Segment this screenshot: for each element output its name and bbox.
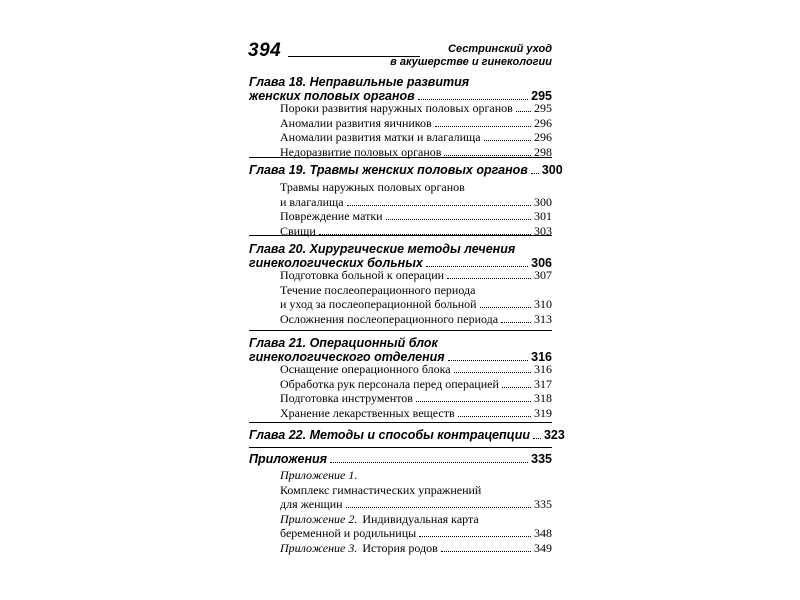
dot-leader (454, 372, 531, 373)
entry-page: 319 (534, 405, 552, 420)
dot-leader (447, 278, 531, 279)
entry-title: Аномалии развития яичников (280, 115, 432, 130)
toc-entry[interactable] (280, 377, 552, 392)
chapter-21-heading[interactable] (249, 336, 552, 364)
entry-title: Свищи (280, 223, 316, 238)
chapter-22-heading[interactable] (249, 428, 565, 442)
entry-title: Подготовка больной к операции (280, 268, 445, 282)
chapter-page: 323 (543, 428, 565, 442)
toc-entry[interactable] (280, 362, 552, 377)
toc-entry[interactable] (280, 297, 552, 312)
entry-title: Оснащение операционного блока (280, 362, 451, 376)
dot-leader (448, 360, 528, 361)
chapter-18-entries (280, 101, 552, 159)
entry-page: 295 (534, 101, 552, 115)
entry-title: Подготовка инструментов (280, 391, 413, 405)
appendix-heading[interactable] (249, 452, 552, 466)
toc-entry-line1[interactable] (280, 180, 552, 195)
chapter-title: Глава 19. Травмы женских половых органов (249, 163, 528, 177)
entry-page: 349 (534, 540, 552, 555)
dot-leader (416, 401, 531, 402)
entry-title: и уход за послеоперационной больной (280, 297, 477, 311)
toc-entry-line1[interactable] (280, 283, 552, 298)
appendix-entries (280, 468, 552, 555)
running-title-line1: Сестринский уход (448, 43, 552, 55)
chapter-title: женских половых органов (249, 89, 415, 103)
entry-title: Травмы наружных половых органов (280, 180, 465, 194)
dot-leader (441, 551, 531, 552)
entry-page: 296 (534, 130, 552, 144)
entry-title: История родов (362, 540, 438, 555)
section-divider (249, 422, 552, 423)
chapter-title: Глава 21. Операционный блок (249, 336, 438, 350)
entry-title: Пороки развития наружных половых органов (280, 101, 513, 115)
section-divider (249, 235, 552, 236)
dot-leader (516, 111, 531, 112)
chapter-title: Глава 22. Методы и способы контрацепции (249, 428, 530, 442)
chapter-19-heading[interactable] (249, 163, 563, 177)
chapter-page: 300 (541, 163, 563, 177)
chapter-title: гинекологического отделения (249, 350, 445, 364)
chapter-page: 306 (531, 256, 552, 270)
chapter-21-entries (280, 362, 552, 420)
entry-page: 348 (534, 526, 552, 540)
entry-title: Хранение лекарственных веществ (280, 405, 455, 420)
dot-leader (386, 219, 531, 220)
dot-leader (533, 438, 541, 439)
chapter-title: Глава 18. Неправильные развития (249, 75, 470, 89)
entry-page: 313 (534, 311, 552, 326)
chapter-title: Глава 20. Хирургические методы лечения (249, 242, 516, 256)
dot-leader (347, 205, 531, 206)
entry-title: Обработка рук персонала перед операцией (280, 376, 499, 391)
running-title-line2: в акушерстве и гинекологии (390, 56, 552, 68)
appendix-label: Приложение 3. (280, 540, 358, 555)
dot-leader (418, 99, 528, 100)
toc-entry[interactable] (280, 406, 552, 421)
entry-page: 310 (534, 297, 552, 311)
entry-title: для женщин (280, 497, 343, 511)
toc-entry[interactable] (280, 130, 552, 145)
entry-page: 335 (534, 497, 552, 511)
entry-title: Повреждение матки (280, 209, 383, 223)
toc-entry-line1[interactable] (280, 512, 552, 527)
running-title (390, 43, 552, 69)
chapter-title: Приложения (249, 452, 328, 466)
entry-page: 318 (534, 391, 552, 405)
page-number: 394 (248, 40, 282, 61)
entry-page: 303 (534, 223, 552, 238)
toc-entry[interactable] (280, 541, 552, 556)
appendix-label: Приложение 1. (280, 468, 358, 482)
dot-leader (330, 462, 528, 463)
entry-title: Индивидуальная карта (362, 511, 479, 526)
entry-page: 316 (534, 362, 552, 376)
dot-leader (444, 155, 531, 156)
entry-title: Комплекс гимнастических упражнений (280, 482, 482, 497)
entry-title: Осложнения послеоперационного периода (280, 311, 499, 326)
section-divider (249, 157, 552, 158)
chapter-19-entries (280, 180, 552, 238)
toc-entry[interactable] (280, 526, 552, 541)
toc-entry[interactable] (280, 312, 552, 327)
chapter-20-entries (280, 268, 552, 326)
chapter-page: 316 (531, 350, 552, 364)
entry-title: Течение послеоперационного периода (280, 282, 476, 297)
toc-entry[interactable] (280, 497, 552, 512)
toc-entry-label[interactable] (280, 468, 552, 483)
entry-page: 298 (534, 144, 552, 159)
section-divider (249, 447, 552, 448)
dot-leader (501, 322, 531, 323)
entry-title: и влагалища (280, 194, 344, 209)
chapter-title: гинекологических больных (249, 256, 423, 270)
dot-leader (484, 140, 531, 141)
toc-entry[interactable] (280, 391, 552, 406)
toc-entry[interactable] (280, 116, 552, 131)
dot-leader (435, 126, 531, 127)
appendix-label: Приложение 2. (280, 511, 358, 526)
entry-page: 317 (534, 376, 552, 391)
chapter-18-heading[interactable] (249, 75, 552, 103)
entry-title: Аномалии развития матки и влагалища (280, 130, 481, 144)
dot-leader (426, 266, 528, 267)
toc-entry[interactable] (280, 101, 552, 116)
dot-leader (346, 507, 531, 508)
dot-leader (419, 536, 531, 537)
dot-leader (458, 416, 531, 417)
toc-entry[interactable] (280, 268, 552, 283)
entry-page: 296 (534, 115, 552, 130)
entry-page: 301 (534, 209, 552, 223)
entry-page: 300 (534, 194, 552, 209)
entry-page: 307 (534, 268, 552, 282)
entry-title: Недоразвитие половых органов (280, 144, 442, 159)
chapter-page: 335 (531, 452, 552, 466)
section-divider (249, 330, 552, 331)
toc-entry-line1[interactable] (280, 483, 552, 498)
chapter-20-heading[interactable] (249, 242, 552, 270)
toc-entry[interactable] (280, 195, 552, 210)
entry-title: беременной и родильницы (280, 526, 417, 540)
dot-leader (480, 307, 531, 308)
dot-leader (531, 173, 539, 174)
toc-entry[interactable] (280, 209, 552, 224)
chapter-page: 295 (531, 89, 552, 103)
dot-leader (502, 387, 531, 388)
